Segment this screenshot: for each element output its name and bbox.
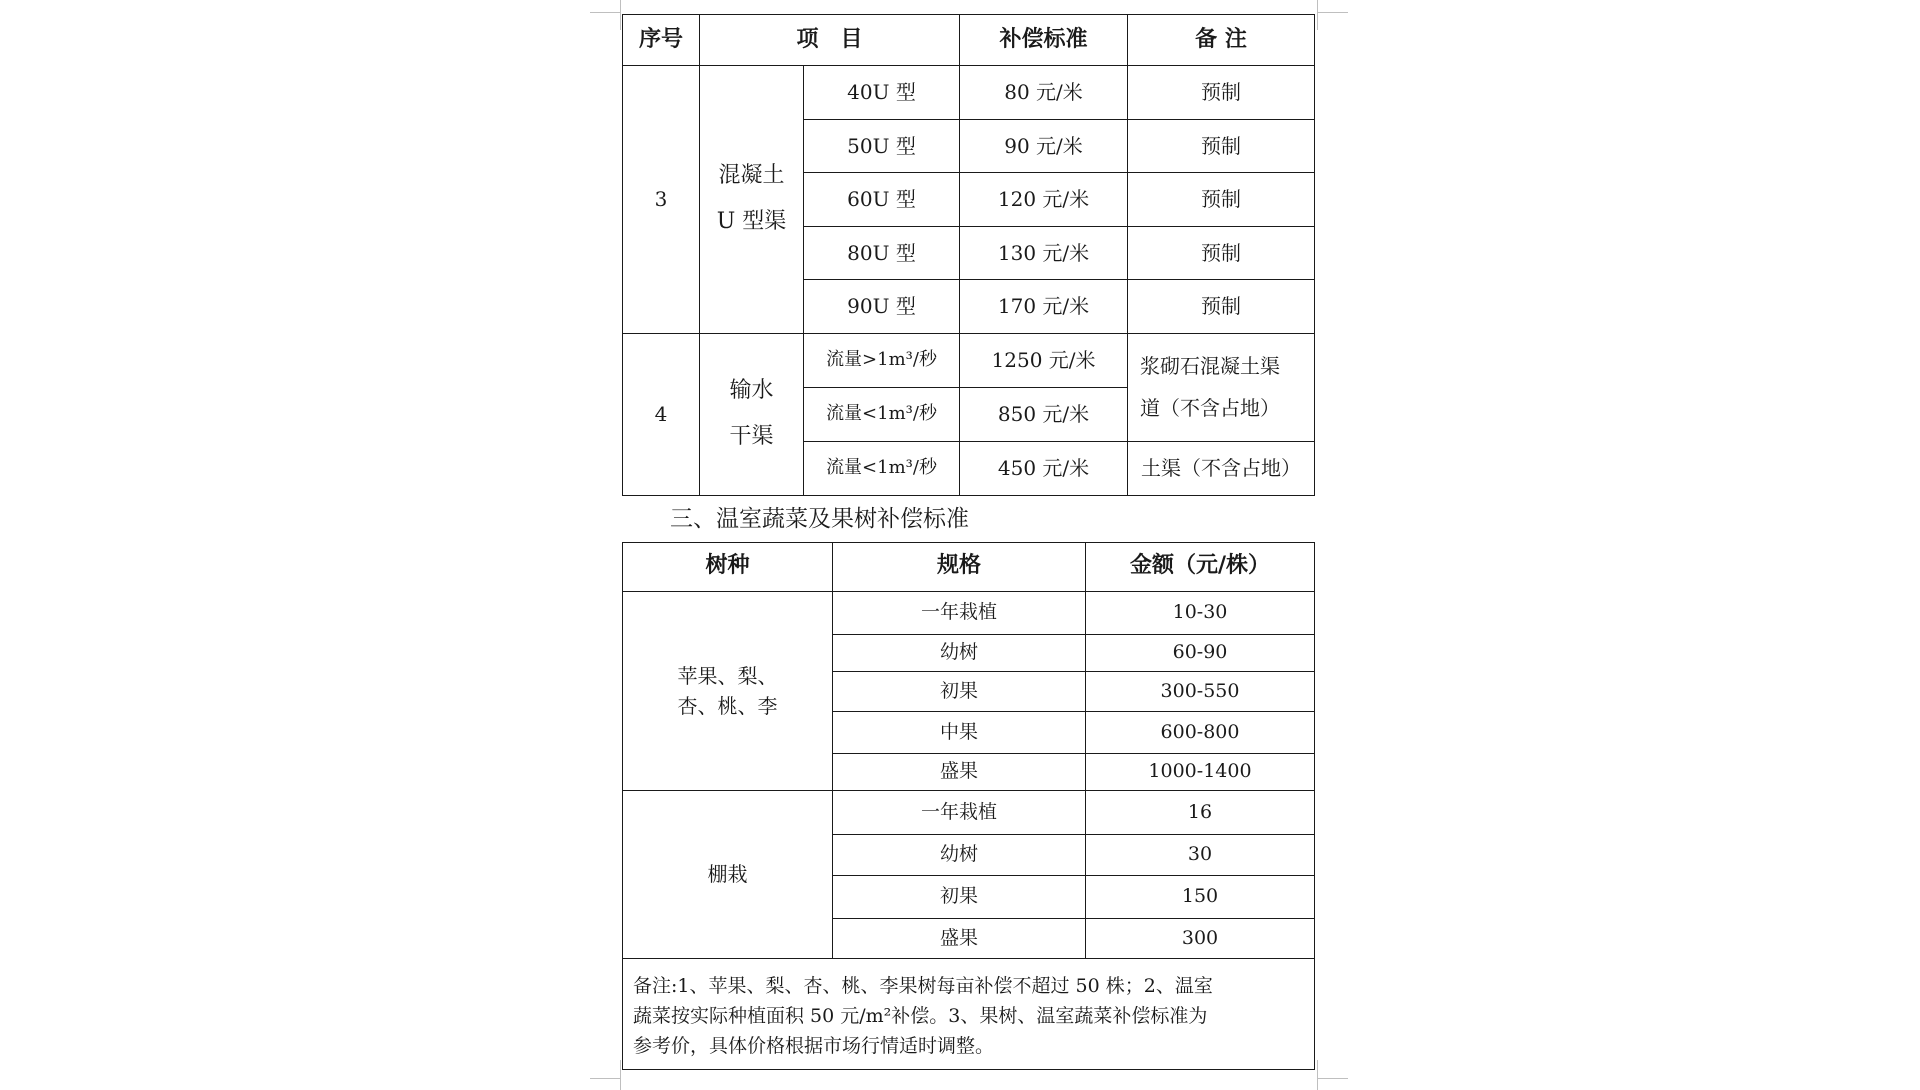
item-name-cell bbox=[700, 66, 804, 334]
type-cell: 流量>1m³/秒 bbox=[804, 333, 960, 387]
type-cell: 60U 型 bbox=[804, 173, 960, 227]
footnote-line: 蔬菜按实际种植面积 50 元/m²补偿。3、果树、温室蔬菜补偿标准为 bbox=[633, 1004, 1208, 1027]
header-amount: 金额（元/株） bbox=[1086, 542, 1315, 591]
note-cell: 预制 bbox=[1128, 119, 1315, 173]
crop-mark bbox=[590, 1078, 620, 1079]
header-note: 备 注 bbox=[1128, 15, 1315, 66]
note-line: 浆砌石混凝土渠 bbox=[1140, 354, 1281, 378]
spec-cell: 初果 bbox=[833, 875, 1086, 918]
type-cell: 40U 型 bbox=[804, 66, 960, 120]
canal-compensation-table bbox=[622, 14, 1315, 496]
table-header-row bbox=[623, 15, 1315, 66]
price-cell: 90 元/米 bbox=[960, 119, 1128, 173]
spec-cell: 盛果 bbox=[833, 918, 1086, 958]
item-name-line: U 型渠 bbox=[716, 209, 787, 235]
note-cell-merged bbox=[1128, 333, 1315, 441]
price-cell: 170 元/米 bbox=[960, 280, 1128, 334]
item-name-line: 干渠 bbox=[729, 424, 774, 449]
spec-cell: 一年栽植 bbox=[833, 591, 1086, 634]
tree-species-cell: 棚栽 bbox=[623, 790, 833, 958]
item-name-line: 混凝土 bbox=[718, 163, 785, 189]
crop-mark bbox=[1318, 12, 1348, 13]
header-item: 项 目 bbox=[700, 15, 960, 66]
amount-cell: 300 bbox=[1086, 918, 1315, 958]
tree-species-cell bbox=[623, 591, 833, 790]
crop-mark bbox=[620, 1060, 621, 1090]
spec-cell: 幼树 bbox=[833, 834, 1086, 875]
price-cell: 130 元/米 bbox=[960, 226, 1128, 280]
table-row bbox=[623, 333, 1315, 387]
crop-mark bbox=[590, 12, 620, 13]
crop-mark bbox=[1317, 1060, 1318, 1090]
price-cell: 80 元/米 bbox=[960, 66, 1128, 120]
row-index: 4 bbox=[623, 333, 700, 495]
note-cell: 预制 bbox=[1128, 226, 1315, 280]
type-cell: 90U 型 bbox=[804, 280, 960, 334]
amount-cell: 150 bbox=[1086, 875, 1315, 918]
row-index: 3 bbox=[623, 66, 700, 334]
type-cell: 流量<1m³/秒 bbox=[804, 387, 960, 441]
section-title: 三、温室蔬菜及果树补偿标准 bbox=[670, 505, 969, 532]
table-row bbox=[623, 591, 1315, 634]
price-cell: 450 元/米 bbox=[960, 441, 1128, 495]
header-standard: 补偿标准 bbox=[960, 15, 1128, 66]
tree-species-line: 杏、桃、李 bbox=[677, 693, 778, 718]
header-tree-species: 树种 bbox=[623, 542, 833, 591]
note-cell: 土渠（不含占地） bbox=[1128, 441, 1315, 495]
note-line: 道（不含占地） bbox=[1140, 396, 1281, 420]
amount-cell: 10-30 bbox=[1086, 591, 1315, 634]
table-row bbox=[623, 66, 1315, 120]
crop-mark bbox=[1318, 1078, 1348, 1079]
fruit-tree-compensation-table bbox=[622, 542, 1315, 1070]
amount-cell: 60-90 bbox=[1086, 634, 1315, 671]
amount-cell: 600-800 bbox=[1086, 711, 1315, 753]
amount-cell: 16 bbox=[1086, 790, 1315, 834]
table-row bbox=[623, 790, 1315, 834]
spec-cell: 幼树 bbox=[833, 634, 1086, 671]
type-cell: 80U 型 bbox=[804, 226, 960, 280]
note-cell: 预制 bbox=[1128, 66, 1315, 120]
footnote-line: 参考价，具体价格根据市场行情适时调整。 bbox=[633, 1034, 995, 1057]
header-spec: 规格 bbox=[833, 542, 1086, 591]
spec-cell: 盛果 bbox=[833, 753, 1086, 790]
type-cell: 50U 型 bbox=[804, 119, 960, 173]
footnote-line: 备注:1、苹果、梨、杏、桃、李果树每亩补偿不超过 50 株；2、温室 bbox=[633, 974, 1213, 997]
amount-cell: 300-550 bbox=[1086, 671, 1315, 711]
amount-cell: 30 bbox=[1086, 834, 1315, 875]
crop-mark bbox=[620, 0, 621, 30]
price-cell: 1250 元/米 bbox=[960, 333, 1128, 387]
note-cell: 预制 bbox=[1128, 173, 1315, 227]
footnote-cell bbox=[623, 958, 1315, 1069]
spec-cell: 中果 bbox=[833, 711, 1086, 753]
type-cell: 流量<1m³/秒 bbox=[804, 441, 960, 495]
header-index: 序号 bbox=[623, 15, 700, 66]
note-cell: 预制 bbox=[1128, 280, 1315, 334]
crop-mark bbox=[1317, 0, 1318, 30]
footnote-row bbox=[623, 958, 1315, 1069]
tree-species-line: 苹果、梨、 bbox=[677, 663, 778, 688]
item-name-cell bbox=[700, 333, 804, 495]
item-name-line: 输水 bbox=[729, 378, 774, 403]
table-header-row bbox=[623, 542, 1315, 591]
price-cell: 120 元/米 bbox=[960, 173, 1128, 227]
amount-cell: 1000-1400 bbox=[1086, 753, 1315, 790]
spec-cell: 一年栽植 bbox=[833, 790, 1086, 834]
price-cell: 850 元/米 bbox=[960, 387, 1128, 441]
document-content bbox=[622, 14, 1314, 1070]
spec-cell: 初果 bbox=[833, 671, 1086, 711]
